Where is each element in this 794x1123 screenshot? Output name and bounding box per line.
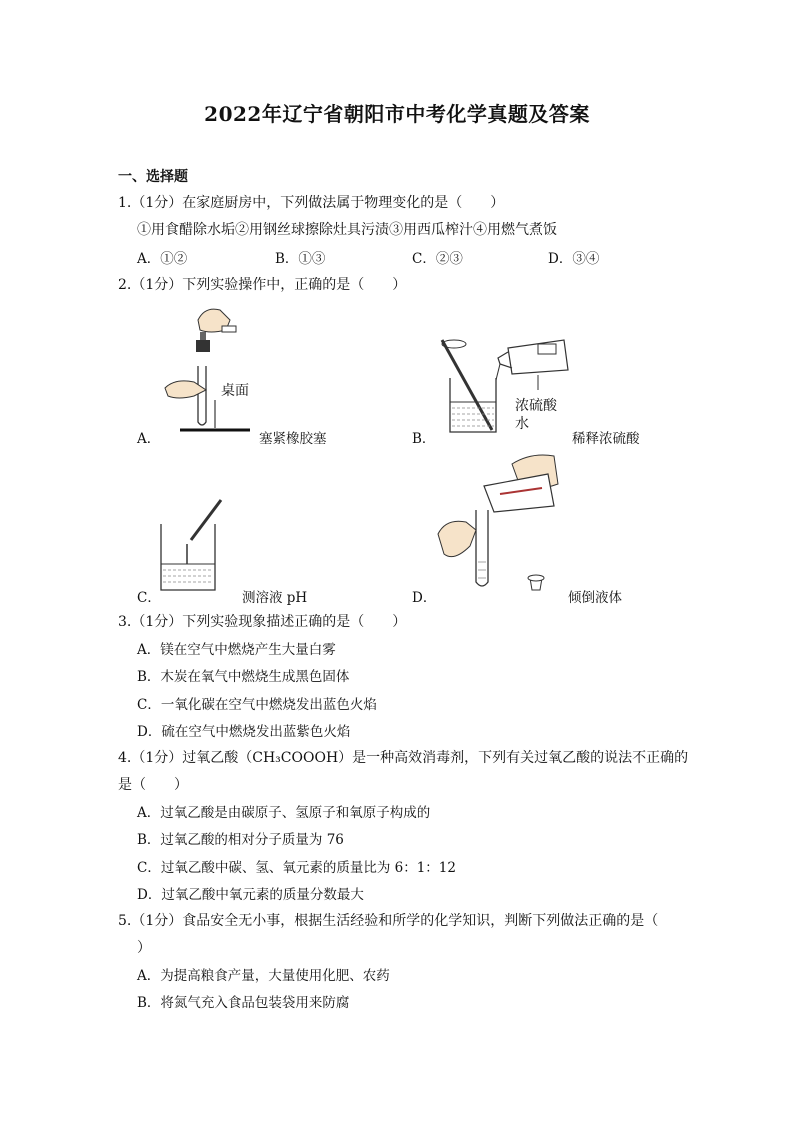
- figure-b-acid-label: 浓硫酸: [515, 398, 557, 414]
- q2-option-b-letter[interactable]: B．: [412, 431, 436, 447]
- q5-stem-line2: ）: [137, 940, 151, 956]
- figure-b-dilute-acid: [434, 330, 574, 440]
- q4-option-a[interactable]: A．过氧乙酸是由碳原子、氢原子和氧原子构成的: [137, 805, 431, 821]
- q2-option-c-letter[interactable]: C．: [137, 590, 161, 606]
- q1-stem: 1.（1分）在家庭厨房中，下列做法属于物理变化的是（ ）: [118, 195, 505, 211]
- q3-option-d[interactable]: D．硫在空气中燃烧发出蓝紫色火焰: [137, 724, 351, 740]
- q4-option-d[interactable]: D．过氧乙酸中氧元素的质量分数最大: [137, 887, 364, 903]
- q3-option-b[interactable]: B．木炭在氧气中燃烧生成黑色固体: [137, 669, 350, 685]
- q5-option-b[interactable]: B．将氮气充入食品包装袋用来防腐: [137, 995, 350, 1011]
- q4-stem-line2: 是（ ）: [118, 777, 188, 793]
- q4-option-c[interactable]: C．过氧乙酸中碳、氢、氧元素的质量比为 6：1：12: [137, 860, 456, 876]
- q1-option-a[interactable]: A．①②: [137, 251, 188, 267]
- figure-a-stopper-tube: [160, 300, 260, 440]
- q3-option-a[interactable]: A．镁在空气中燃烧产生大量白雾: [137, 642, 336, 658]
- q1-detail: ①用食醋除水垢②用钢丝球擦除灶具污渍③用西瓜榨汁④用燃气煮饭: [137, 222, 557, 238]
- q5-option-a[interactable]: A．为提高粮食产量，大量使用化肥、农药: [137, 968, 390, 984]
- q2-option-d-letter[interactable]: D．: [412, 590, 437, 606]
- q1-option-d[interactable]: D．③④: [548, 251, 600, 267]
- q4-option-b[interactable]: B．过氧乙酸的相对分子质量为 76: [137, 832, 344, 848]
- page-title: 2022年辽宁省朝阳市中考化学真题及答案: [204, 102, 590, 126]
- figure-d-pour-liquid: [436, 450, 566, 595]
- q5-stem-line1: 5.（1分）食品安全无小事，根据生活经验和所学的化学知识，判断下列做法正确的是（: [118, 913, 659, 929]
- section-heading: 一、选择题: [118, 169, 188, 185]
- figure-b-water-label: 水: [515, 416, 529, 432]
- q2-option-a-caption: 塞紧橡胶塞: [259, 431, 327, 447]
- q1-option-b[interactable]: B．①③: [275, 251, 326, 267]
- figure-a-desk-label: 桌面: [221, 383, 249, 399]
- q2-option-c-caption: 测溶液 pH: [242, 590, 308, 606]
- figure-c-ph-test: [155, 498, 235, 598]
- q1-option-c[interactable]: C．②③: [412, 251, 463, 267]
- q3-stem: 3.（1分）下列实验现象描述正确的是（ ）: [118, 614, 407, 630]
- q2-option-d-caption: 倾倒液体: [568, 590, 622, 606]
- q4-stem-line1: 4.（1分）过氧乙酸（CH₃COOOH）是一种高效消毒剂，下列有关过氧乙酸的说法不正确的: [118, 750, 689, 766]
- q3-option-c[interactable]: C．一氧化碳在空气中燃烧发出蓝色火焰: [137, 697, 377, 713]
- q2-option-b-caption: 稀释浓硫酸: [572, 431, 640, 447]
- q2-option-a-letter[interactable]: A．: [137, 431, 161, 447]
- q2-stem: 2.（1分）下列实验操作中，正确的是（ ）: [118, 277, 407, 293]
